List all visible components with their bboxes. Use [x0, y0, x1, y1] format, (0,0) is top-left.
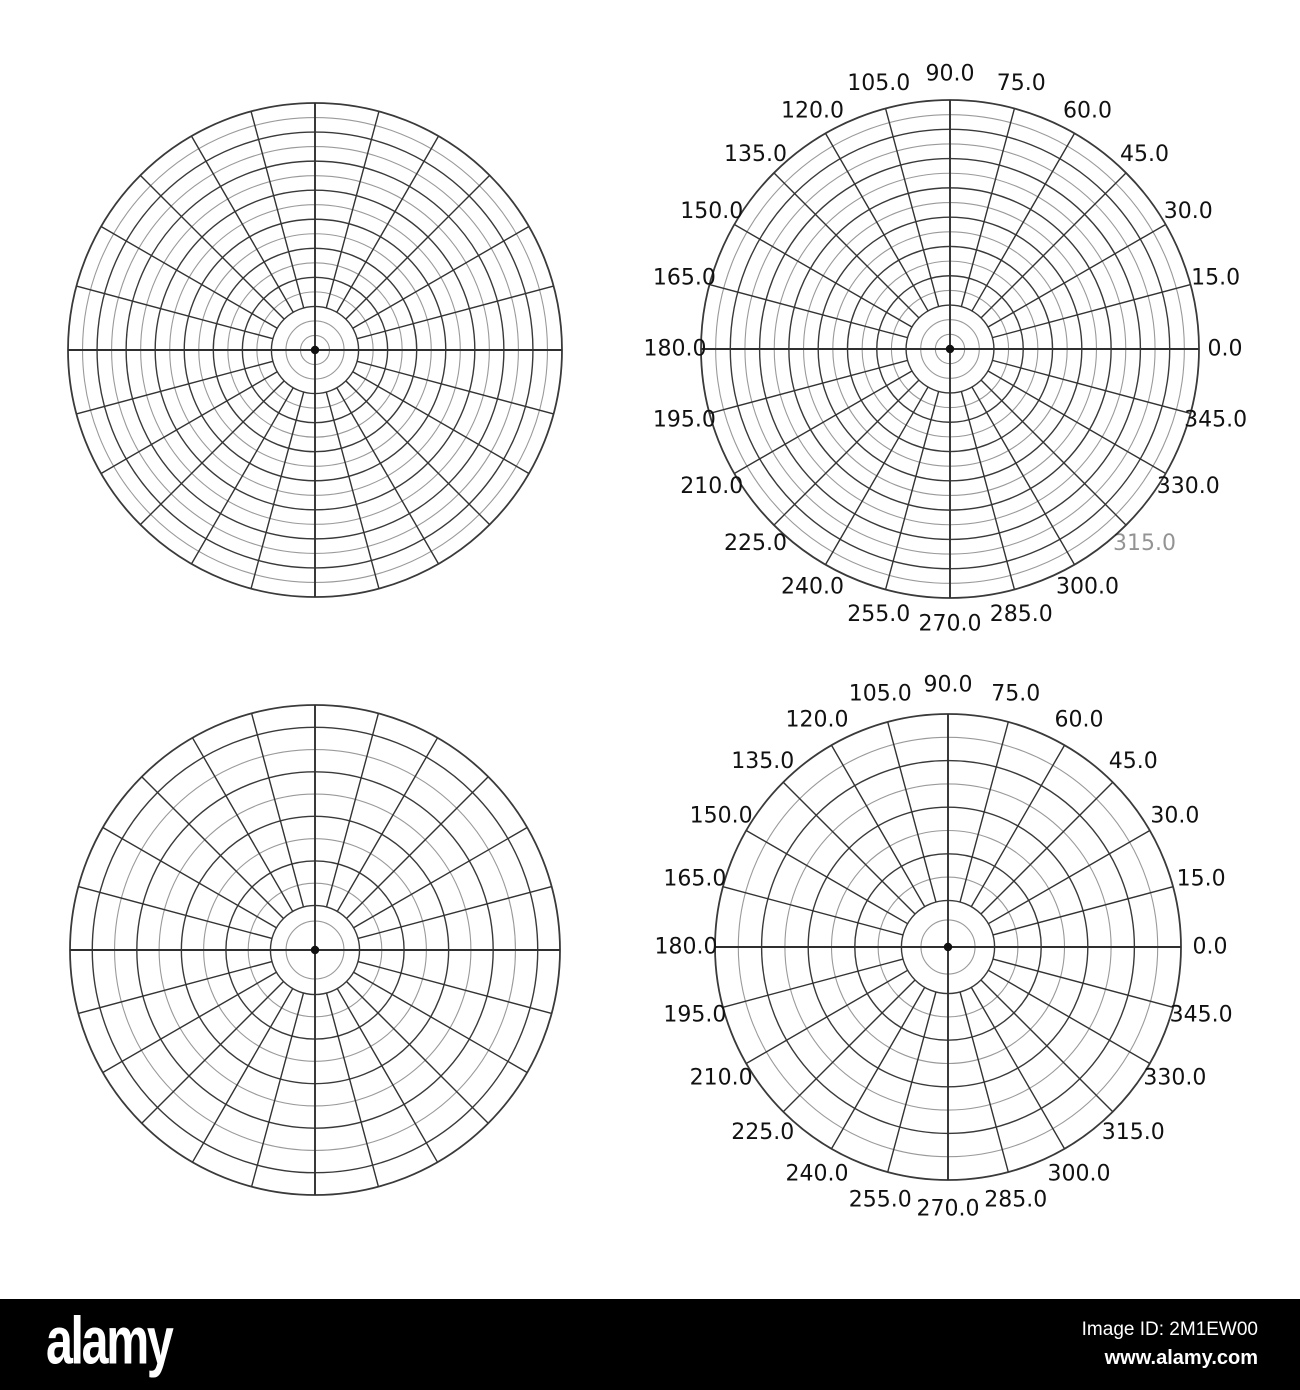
angle-label: 240.0	[781, 574, 844, 600]
angle-label: 15.0	[1176, 866, 1226, 892]
angle-label: 90.0	[925, 61, 975, 87]
grid-spoke	[251, 111, 304, 307]
grid-spoke	[988, 831, 1149, 924]
grid-spoke	[327, 993, 379, 1187]
angle-label: 255.0	[848, 1187, 912, 1213]
grid-spoke	[888, 992, 936, 1172]
angle-label: 45.0	[1108, 749, 1158, 775]
angle-label: 0.0	[1192, 934, 1228, 960]
grid-spoke	[746, 831, 907, 924]
angle-label: 180.0	[654, 934, 718, 960]
center-dot	[311, 346, 319, 354]
angle-label: 105.0	[848, 681, 912, 707]
grid-spoke	[358, 962, 552, 1014]
angle-label: 225.0	[724, 531, 787, 556]
grid-spoke	[193, 738, 293, 912]
angle-label: 255.0	[847, 602, 911, 628]
grid-spoke	[252, 993, 304, 1187]
grid-spoke	[992, 360, 1190, 413]
angle-label: 240.0	[785, 1161, 849, 1187]
angle-label: 135.0	[731, 749, 795, 775]
angle-label: 30.0	[1150, 803, 1200, 829]
grid-spoke	[354, 972, 528, 1072]
center-dot	[944, 943, 952, 951]
grid-spoke	[783, 782, 915, 914]
grid-spoke	[971, 745, 1064, 906]
grid-spoke	[981, 173, 1126, 318]
angle-label: 285.0	[989, 602, 1053, 628]
grid-spoke	[337, 738, 437, 912]
angle-label: 0.0	[1207, 336, 1243, 362]
polar-grid-bottom-left	[70, 705, 560, 1195]
grid-spoke	[346, 381, 490, 525]
grid-spoke	[140, 381, 284, 525]
image-id-text: Image ID: 2M1EW00	[1081, 1319, 1258, 1341]
angle-label: 210.0	[680, 474, 744, 499]
angle-label: 135.0	[724, 142, 787, 167]
grid-spoke	[142, 777, 284, 919]
grid-spoke	[961, 108, 1014, 306]
watermark-text-block	[1082, 1316, 1258, 1373]
angle-label: 270.0	[916, 1196, 980, 1222]
grid-spoke	[774, 173, 919, 318]
watermark-bar	[0, 1299, 1300, 1390]
angle-label: 315.0	[1101, 1119, 1165, 1145]
angle-label: 165.0	[652, 265, 716, 291]
grid-spoke	[76, 286, 272, 339]
grid-spoke	[347, 982, 489, 1124]
alamy-logo: alamy	[46, 1303, 172, 1379]
angle-label: 30.0	[1163, 199, 1213, 224]
angle-label: 60.0	[1063, 98, 1112, 124]
angle-label: 300.0	[1047, 1161, 1111, 1187]
angle-label: 105.0	[847, 70, 911, 96]
angle-label: 330.0	[1143, 1065, 1207, 1091]
angle-label: 120.0	[785, 707, 849, 733]
grid-spoke	[783, 980, 915, 1112]
grid-spoke	[358, 887, 552, 939]
angle-label: 225.0	[731, 1119, 795, 1145]
angle-label: 330.0	[1156, 474, 1220, 499]
grid-spoke	[960, 722, 1008, 902]
angle-label: 315.0	[1113, 531, 1176, 556]
grid-spoke	[142, 982, 284, 1124]
grid-spoke	[832, 987, 925, 1148]
angle-label: 150.0	[680, 199, 744, 224]
grid-spoke	[832, 745, 925, 906]
angle-label: 270.0	[918, 611, 982, 637]
grid-spoke	[886, 108, 939, 306]
grid-spoke	[723, 887, 903, 935]
angle-label: 45.0	[1120, 142, 1169, 167]
grid-spoke	[347, 777, 489, 919]
angle-label: 15.0	[1191, 265, 1241, 291]
grid-spoke	[993, 959, 1173, 1007]
grid-spoke	[140, 175, 284, 319]
grid-spoke	[981, 782, 1113, 914]
grid-spoke	[78, 962, 272, 1014]
grid-spoke	[326, 392, 379, 588]
center-dot	[311, 946, 319, 954]
grid-spoke	[886, 391, 939, 589]
polar-grid-top-left	[68, 103, 562, 597]
grid-spoke	[346, 175, 490, 319]
angle-label: 180.0	[643, 336, 707, 362]
angle-label: 90.0	[923, 672, 973, 698]
grid-spoke	[326, 111, 379, 307]
grid-spoke	[993, 887, 1173, 935]
grid-spoke	[981, 980, 1113, 1112]
grid-spoke	[252, 713, 304, 907]
grid-spoke	[723, 959, 903, 1007]
angle-label: 120.0	[781, 98, 844, 124]
grid-spoke	[76, 361, 272, 414]
angle-label: 165.0	[663, 866, 727, 892]
angle-label: 195.0	[663, 1002, 727, 1028]
grid-spoke	[337, 989, 437, 1163]
angle-label: 345.0	[1184, 407, 1248, 433]
grid-spoke	[960, 992, 1008, 1172]
grid-spoke	[251, 392, 304, 588]
angle-label: 345.0	[1169, 1002, 1233, 1028]
grid-spoke	[354, 828, 528, 928]
angle-label: 60.0	[1054, 707, 1104, 733]
grid-spoke	[327, 713, 379, 907]
angle-label: 75.0	[996, 70, 1046, 96]
angle-label: 150.0	[689, 803, 753, 829]
grid-spoke	[193, 989, 293, 1163]
website-text: www.alamy.com	[1104, 1346, 1258, 1369]
grid-spoke	[988, 970, 1149, 1063]
grid-spoke	[709, 360, 907, 413]
polar-grid-top-right	[644, 62, 1248, 637]
grid-spoke	[888, 722, 936, 902]
polar-grid-bottom-right	[655, 673, 1233, 1222]
grid-spoke	[357, 361, 553, 414]
angle-label: 285.0	[984, 1187, 1048, 1213]
grid-spoke	[709, 285, 907, 338]
angle-label: 195.0	[652, 407, 716, 433]
grid-spoke	[746, 970, 907, 1063]
grid-spoke	[992, 285, 1190, 338]
grid-spoke	[774, 380, 919, 525]
angle-label: 210.0	[689, 1065, 753, 1091]
angle-label: 75.0	[991, 681, 1041, 707]
grid-spoke	[981, 380, 1126, 525]
grid-spoke	[78, 887, 272, 939]
center-dot	[946, 345, 954, 353]
angle-label: 300.0	[1056, 574, 1119, 600]
grid-spoke	[961, 391, 1014, 589]
grid-spoke	[103, 972, 277, 1072]
grid-spoke	[103, 828, 277, 928]
grid-spoke	[357, 286, 553, 339]
grid-spoke	[971, 987, 1064, 1148]
